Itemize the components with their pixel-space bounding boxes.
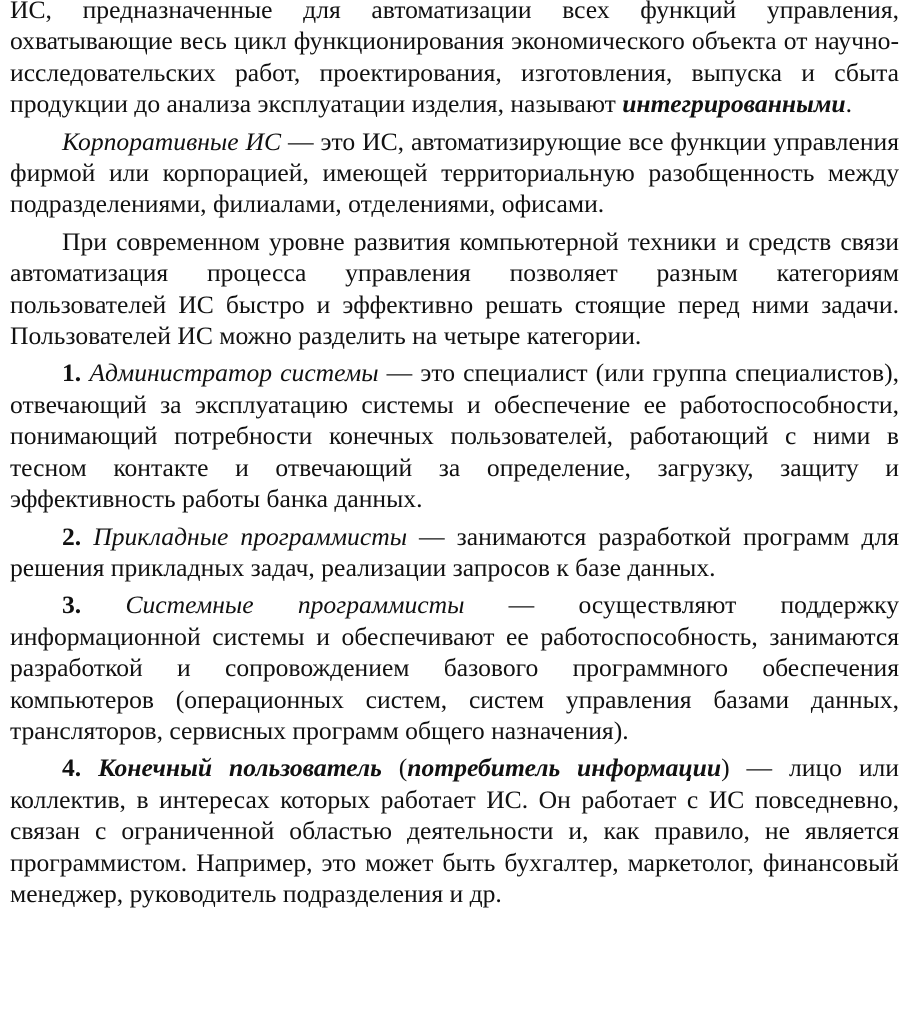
category-number: 3. xyxy=(62,590,82,620)
category-term-secondary: потребитель информации xyxy=(407,753,722,783)
paragraph-text: ИС, предназначенные для автоматизации всех функций управления, охватывающие весь цикл функционирования экономического объекта от научно-исследовательских работ, проектирования, изготовления, выпуска и сбыта продукции до анализа эксплуатации изделия, называют xyxy=(10,0,899,119)
paragraph-text: — это ИС, автоматизирующие все функции управления фирмой или корпорацией, имеющей территориальную разобщенность между подразделениями, филиалами, отделениями, офисами. xyxy=(10,126,899,219)
category-term: Системные программисты xyxy=(125,590,465,620)
category-paren-open: ( xyxy=(381,753,408,783)
category-text: — лицо или коллектив, в интересах которых работает ИС. Он работает с ИС повседневно, связан с ограниченной областью деятельности и, как правило, не является программистом. Например, это может быть бухгалтер, маркетолог, финансовый менеджер, руководитель подразделения и др. xyxy=(10,753,900,908)
category-number: 4. xyxy=(62,753,82,783)
term-integrated: интегрированными xyxy=(622,89,846,119)
category-item-1 xyxy=(10,357,899,514)
category-number: 2. xyxy=(62,521,82,551)
category-paren-close: ) xyxy=(721,753,730,783)
category-text: — занимаются разработкой программ для решения прикладных задач, реализации запросов к базе данных. xyxy=(10,521,899,582)
paragraph-text: При современном уровне развития компьютерной техники и средств связи автоматизация процесса управления позволяет разным категориям пользователей ИС быстро и эффективно решать стоящие перед ними задачи. Пользователей ИС можно разделить на четыре категории. xyxy=(10,226,899,351)
category-term: Конечный пользователь xyxy=(98,753,382,783)
category-term: Администратор системы xyxy=(89,358,379,388)
category-item-3 xyxy=(10,589,899,746)
category-term: Прикладные программисты xyxy=(93,521,408,551)
category-item-2 xyxy=(10,521,899,584)
term-corporate-is: Корпоративные ИС xyxy=(62,126,282,156)
category-text: — осуществляют поддержку информационной системы и обеспечивают ее работоспособность, занимаются разработкой и сопровождением базового программного обеспечения компьютеров (операционных систем, систем управления базами данных, трансляторов, сервисных программ общего назначения). xyxy=(10,590,899,745)
category-text: — это специалист (или группа специалистов), отвечающий за эксплуатацию системы и обеспечение ее работоспособности, понимающий потребности конечных пользователей, работающий с ними в тесном контакте и отвечающий за определение, загрузку, защиту и эффективность работы банка данных. xyxy=(10,358,899,514)
paragraph-corporate-is xyxy=(10,126,899,220)
category-item-4 xyxy=(10,752,899,909)
category-number: 1. xyxy=(62,358,82,388)
paragraph-text: . xyxy=(845,89,853,119)
paragraph-user-categories-intro xyxy=(10,226,899,352)
paragraph-integrated-is xyxy=(10,0,899,120)
